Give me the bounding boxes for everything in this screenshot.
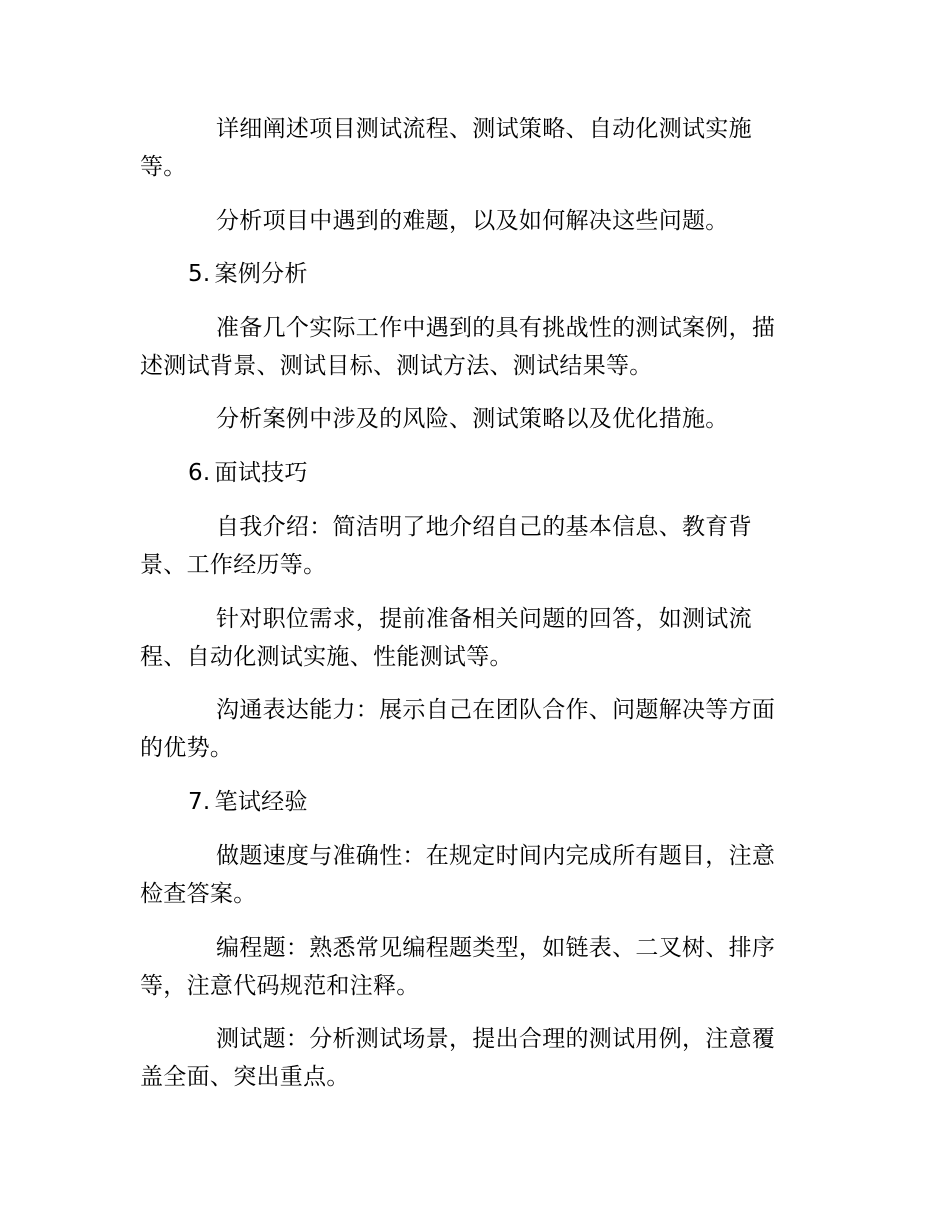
heading-text: 案例分析 xyxy=(214,261,308,287)
paragraph-text: 分析项目中遇到的难题，以及如何解决这些问题。 xyxy=(216,208,729,234)
paragraph-self-intro xyxy=(140,508,790,584)
paragraph-speed-accuracy xyxy=(140,837,790,913)
heading-interview-skills xyxy=(140,454,790,492)
heading-number: 7. xyxy=(188,789,211,815)
heading-written-test xyxy=(140,783,790,821)
paragraph-test-questions xyxy=(140,1020,790,1096)
paragraph-text: 自我介绍：简洁明了地介绍自己的基本信息、教育背景、工作经历等。 xyxy=(140,514,752,578)
paragraph-communication xyxy=(140,691,790,767)
heading-text: 笔试经验 xyxy=(214,789,308,815)
paragraph-text: 沟通表达能力：展示自己在团队合作、问题解决等方面的优势。 xyxy=(140,697,776,761)
paragraph-text: 详细阐述项目测试流程、测试策略、自动化测试实施等。 xyxy=(140,116,752,180)
paragraph-text: 做题速度与准确性：在规定时间内完成所有题目，注意检查答案。 xyxy=(140,843,776,907)
heading-text: 面试技巧 xyxy=(214,460,308,486)
paragraph-prepare-cases xyxy=(140,309,790,385)
paragraph-problems xyxy=(140,202,790,240)
paragraph-test-process xyxy=(140,110,790,186)
heading-number: 5. xyxy=(188,261,211,287)
paragraph-job-requirements xyxy=(140,600,790,676)
paragraph-text: 测试题：分析测试场景，提出合理的测试用例，注意覆盖全面、突出重点。 xyxy=(140,1026,776,1090)
paragraph-text: 编程题：熟悉常见编程题类型，如链表、二叉树、排序等，注意代码规范和注释。 xyxy=(140,935,776,999)
paragraph-programming xyxy=(140,929,790,1005)
heading-case-analysis xyxy=(140,255,790,293)
paragraph-risk-analysis xyxy=(140,400,790,438)
paragraph-text: 针对职位需求，提前准备相关问题的回答，如测试流程、自动化测试实施、性能测试等。 xyxy=(140,606,752,670)
paragraph-text: 准备几个实际工作中遇到的具有挑战性的测试案例，描述测试背景、测试目标、测试方法、测试结果等。 xyxy=(140,315,776,379)
heading-number: 6. xyxy=(188,460,211,486)
paragraph-text: 分析案例中涉及的风险、测试策略以及优化措施。 xyxy=(216,406,729,432)
